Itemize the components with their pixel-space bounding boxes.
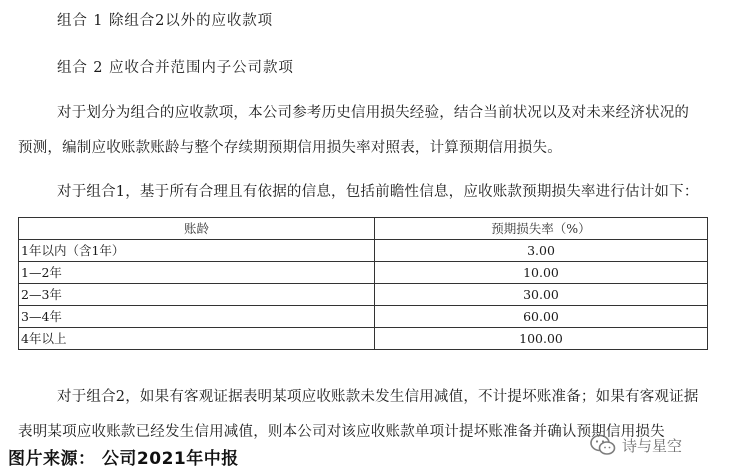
para3-line2: 表明某项应收账款已经发生信用减值，则本公司对该应收账款单项计提坏账准备并确认预期信用损失 bbox=[18, 424, 665, 440]
aging-cell: 2—3年 bbox=[19, 284, 375, 306]
para1-line1: 对于划分为组合的应收款项，本公司参考历史信用损失经验，结合当前状况以及对未来经济状况的 bbox=[57, 105, 690, 121]
image-source-caption: 图片来源： 公司2021年中报 bbox=[8, 449, 239, 469]
loss-rate-table bbox=[18, 217, 708, 350]
table-row bbox=[19, 284, 708, 306]
para1-line2: 预测，编制应收账款账龄与整个存续期预期信用损失率对照表，计算预期信用损失。 bbox=[18, 140, 562, 156]
header-loss-rate: 预期损失率（%） bbox=[375, 218, 708, 240]
rate-cell: 100.00 bbox=[375, 328, 708, 350]
watermark-text: 诗与星空 bbox=[622, 436, 683, 455]
rate-cell: 3.00 bbox=[375, 240, 708, 262]
aging-cell: 1—2年 bbox=[19, 262, 375, 284]
para2-line: 对于组合1，基于所有合理且有依据的信息，包括前瞻性信息，应收账款预期损失率进行估计如下： bbox=[57, 184, 699, 200]
watermark bbox=[590, 430, 682, 460]
wechat-icon bbox=[590, 434, 616, 456]
table-row bbox=[19, 240, 708, 262]
para3-line1: 对于组合2，如果有客观证据表明某项应收账款未发生信用减值，不计提坏账准备；如果有客观证据 bbox=[57, 389, 699, 405]
table-row bbox=[19, 306, 708, 328]
table-header-row bbox=[19, 218, 708, 240]
header-aging: 账龄 bbox=[19, 218, 375, 240]
table-row bbox=[19, 328, 708, 350]
aging-cell: 4年以上 bbox=[19, 328, 375, 350]
group2-line: 组合 2 应收合并范围内子公司款项 bbox=[57, 60, 294, 76]
rate-cell: 10.00 bbox=[375, 262, 708, 284]
rate-cell: 60.00 bbox=[375, 306, 708, 328]
group1-line: 组合 1 除组合2以外的应收款项 bbox=[57, 13, 274, 29]
aging-cell: 3—4年 bbox=[19, 306, 375, 328]
table-row bbox=[19, 262, 708, 284]
aging-cell: 1年以内（含1年） bbox=[19, 240, 375, 262]
rate-cell: 30.00 bbox=[375, 284, 708, 306]
